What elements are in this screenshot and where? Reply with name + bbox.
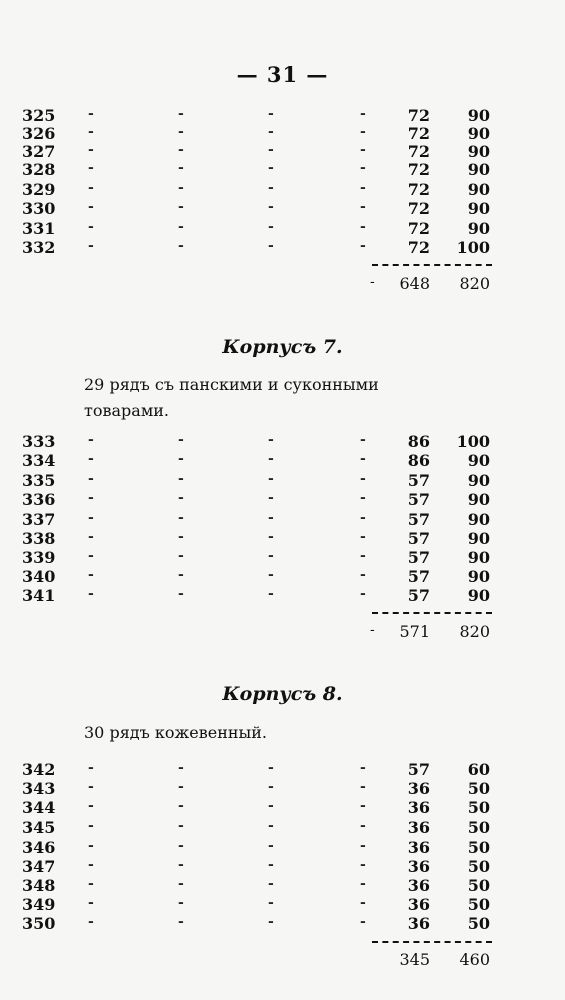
row-number: 325 xyxy=(22,106,56,125)
ditto-mark: - xyxy=(88,219,94,235)
value-b: 90 xyxy=(467,586,490,605)
ditto-mark: - xyxy=(268,586,274,602)
value-b: 90 xyxy=(467,142,490,161)
row-number: 332 xyxy=(22,238,56,257)
value-b: 90 xyxy=(467,567,490,586)
row-number: 348 xyxy=(22,876,56,895)
row-number: 349 xyxy=(22,895,56,914)
value-b: 90 xyxy=(467,529,490,548)
ditto-mark: - xyxy=(178,219,184,235)
value-a: 36 xyxy=(407,914,430,933)
row-number: 346 xyxy=(22,838,56,857)
value-a: 36 xyxy=(407,876,430,895)
value-a: 72 xyxy=(407,106,430,125)
value-b: 90 xyxy=(467,451,490,470)
ditto-mark: - xyxy=(360,548,366,564)
value-a: 36 xyxy=(407,838,430,857)
ditto-mark: - xyxy=(268,548,274,564)
ditto-mark: - xyxy=(360,160,366,176)
ditto-mark: - xyxy=(268,238,274,254)
value-a: 57 xyxy=(407,490,430,509)
value-b: 90 xyxy=(467,219,490,238)
ditto-mark: - xyxy=(268,760,274,776)
value-a: 57 xyxy=(407,567,430,586)
value-a: 86 xyxy=(407,451,430,470)
ditto-mark: - xyxy=(268,857,274,873)
ditto-mark: - xyxy=(88,895,94,911)
ditto-mark: - xyxy=(360,529,366,545)
ditto-mark: - xyxy=(268,818,274,834)
value-b: 90 xyxy=(467,548,490,567)
value-a: 57 xyxy=(407,548,430,567)
ditto-mark: - xyxy=(88,798,94,814)
ditto-mark: - xyxy=(178,529,184,545)
value-b: 90 xyxy=(467,471,490,490)
row-number: 342 xyxy=(22,760,56,779)
value-a: 72 xyxy=(407,124,430,143)
value-b: 90 xyxy=(467,124,490,143)
total-row xyxy=(0,622,565,644)
value-a: 72 xyxy=(407,238,430,257)
ditto-mark: - xyxy=(360,838,366,854)
ditto-mark: - xyxy=(360,586,366,602)
row-number: 334 xyxy=(22,451,56,470)
total-b: 820 xyxy=(459,274,490,293)
ditto-mark: - xyxy=(178,432,184,448)
ditto-mark: - xyxy=(360,567,366,583)
ditto-mark: - xyxy=(360,199,366,215)
ditto-mark: - xyxy=(88,876,94,892)
row-number: 339 xyxy=(22,548,56,567)
ditto-mark: - xyxy=(360,818,366,834)
table-row xyxy=(0,490,565,512)
ditto-mark: - xyxy=(360,142,366,158)
ditto-mark: - xyxy=(360,857,366,873)
ditto-mark: - xyxy=(178,124,184,140)
value-a: 57 xyxy=(407,586,430,605)
ditto-mark: - xyxy=(88,432,94,448)
row-number: 343 xyxy=(22,779,56,798)
section-title: 29 рядъ съ панскими и суконными товарами. xyxy=(84,375,379,420)
value-a: 57 xyxy=(407,510,430,529)
ditto-mark: - xyxy=(370,274,375,290)
value-b: 50 xyxy=(467,914,490,933)
value-a: 86 xyxy=(407,432,430,451)
row-number: 338 xyxy=(22,529,56,548)
ditto-mark: - xyxy=(360,760,366,776)
ditto-mark: - xyxy=(268,432,274,448)
ditto-mark: - xyxy=(178,779,184,795)
table-row xyxy=(0,818,565,840)
section-title: 30 рядъ кожевенный. xyxy=(84,723,268,742)
ditto-mark: - xyxy=(268,106,274,122)
total-row xyxy=(0,274,565,296)
ditto-mark: - xyxy=(360,432,366,448)
ditto-mark: - xyxy=(88,586,94,602)
value-b: 60 xyxy=(467,760,490,779)
ditto-mark: - xyxy=(88,510,94,526)
total-a: 345 xyxy=(399,950,430,969)
ditto-mark: - xyxy=(268,451,274,467)
ditto-mark: - xyxy=(178,238,184,254)
ditto-mark: - xyxy=(88,142,94,158)
value-a: 72 xyxy=(407,219,430,238)
ditto-mark: - xyxy=(88,199,94,215)
ditto-mark: - xyxy=(178,895,184,911)
ditto-mark: - xyxy=(360,490,366,506)
row-number: 335 xyxy=(22,471,56,490)
section-heading: Корпусъ 8. xyxy=(222,683,343,705)
ditto-mark: - xyxy=(268,471,274,487)
table-row xyxy=(0,199,565,221)
value-b: 50 xyxy=(467,779,490,798)
ditto-mark: - xyxy=(178,818,184,834)
value-a: 36 xyxy=(407,857,430,876)
row-number: 331 xyxy=(22,219,56,238)
row-number: 344 xyxy=(22,798,56,817)
ditto-mark: - xyxy=(268,779,274,795)
ditto-mark: - xyxy=(178,490,184,506)
value-a: 36 xyxy=(407,779,430,798)
ditto-mark: - xyxy=(88,471,94,487)
ditto-mark: - xyxy=(360,219,366,235)
section-heading: Корпусъ 7. xyxy=(222,336,343,358)
row-number: 330 xyxy=(22,199,56,218)
value-a: 36 xyxy=(407,895,430,914)
value-a: 57 xyxy=(407,471,430,490)
ditto-mark: - xyxy=(268,914,274,930)
ditto-mark: - xyxy=(88,818,94,834)
value-b: 90 xyxy=(467,490,490,509)
value-a: 72 xyxy=(407,199,430,218)
value-b: 100 xyxy=(456,238,490,257)
row-number: 341 xyxy=(22,586,56,605)
ditto-mark: - xyxy=(178,548,184,564)
value-a: 57 xyxy=(407,760,430,779)
value-a: 36 xyxy=(407,818,430,837)
ditto-mark: - xyxy=(360,106,366,122)
row-number: 326 xyxy=(22,124,56,143)
table-row xyxy=(0,586,565,608)
ditto-mark: - xyxy=(268,876,274,892)
ditto-mark: - xyxy=(268,199,274,215)
total-b: 820 xyxy=(459,622,490,641)
ditto-mark: - xyxy=(268,895,274,911)
value-b: 50 xyxy=(467,857,490,876)
ditto-mark: - xyxy=(178,106,184,122)
value-b: 90 xyxy=(467,180,490,199)
ditto-mark: - xyxy=(178,798,184,814)
ditto-mark: - xyxy=(88,490,94,506)
value-b: 50 xyxy=(467,798,490,817)
ditto-mark: - xyxy=(360,914,366,930)
ditto-mark: - xyxy=(268,490,274,506)
ditto-mark: - xyxy=(88,548,94,564)
ditto-mark: - xyxy=(178,760,184,776)
ditto-mark: - xyxy=(268,567,274,583)
value-a: 57 xyxy=(407,529,430,548)
ditto-mark: - xyxy=(178,567,184,583)
value-b: 100 xyxy=(456,432,490,451)
value-b: 50 xyxy=(467,895,490,914)
ditto-mark: - xyxy=(360,471,366,487)
ditto-mark: - xyxy=(360,510,366,526)
row-number: 328 xyxy=(22,160,56,179)
ditto-mark: - xyxy=(268,124,274,140)
value-b: 90 xyxy=(467,510,490,529)
ditto-mark: - xyxy=(268,510,274,526)
ditto-mark: - xyxy=(88,238,94,254)
table-row xyxy=(0,160,565,182)
table-row xyxy=(0,798,565,820)
ditto-mark: - xyxy=(178,838,184,854)
table-row xyxy=(0,451,565,473)
ditto-mark: - xyxy=(178,471,184,487)
ditto-mark: - xyxy=(360,238,366,254)
table-row xyxy=(0,238,565,260)
ditto-mark: - xyxy=(360,124,366,140)
ditto-mark: - xyxy=(88,124,94,140)
total-a: 571 xyxy=(399,622,430,641)
row-number: 329 xyxy=(22,180,56,199)
ditto-mark: - xyxy=(268,838,274,854)
ditto-mark: - xyxy=(178,199,184,215)
ditto-mark: - xyxy=(88,160,94,176)
ditto-mark: - xyxy=(360,895,366,911)
ditto-mark: - xyxy=(268,529,274,545)
ditto-mark: - xyxy=(178,180,184,196)
value-a: 72 xyxy=(407,160,430,179)
ditto-mark: - xyxy=(178,876,184,892)
ditto-mark: - xyxy=(268,219,274,235)
ditto-mark: - xyxy=(88,760,94,776)
ditto-mark: - xyxy=(360,451,366,467)
ditto-mark: - xyxy=(178,914,184,930)
table-row xyxy=(0,914,565,936)
ditto-mark: - xyxy=(88,451,94,467)
value-a: 72 xyxy=(407,142,430,161)
ditto-mark: - xyxy=(360,180,366,196)
ditto-mark: - xyxy=(178,857,184,873)
page-number: — 31 — xyxy=(236,62,329,87)
row-number: 327 xyxy=(22,142,56,161)
ditto-mark: - xyxy=(88,914,94,930)
value-b: 90 xyxy=(467,199,490,218)
ditto-mark: - xyxy=(370,622,375,638)
ditto-mark: - xyxy=(178,160,184,176)
ditto-mark: - xyxy=(178,510,184,526)
value-b: 50 xyxy=(467,818,490,837)
row-number: 350 xyxy=(22,914,56,933)
total-a: 648 xyxy=(399,274,430,293)
ditto-mark: - xyxy=(360,779,366,795)
ditto-mark: - xyxy=(268,160,274,176)
ditto-mark: - xyxy=(268,142,274,158)
value-a: 36 xyxy=(407,798,430,817)
row-number: 347 xyxy=(22,857,56,876)
sum-rule xyxy=(372,612,492,614)
sum-rule xyxy=(372,941,492,943)
value-b: 50 xyxy=(467,876,490,895)
ditto-mark: - xyxy=(88,529,94,545)
ditto-mark: - xyxy=(88,567,94,583)
row-number: 333 xyxy=(22,432,56,451)
total-row xyxy=(0,950,565,972)
sum-rule xyxy=(372,264,492,266)
value-a: 72 xyxy=(407,180,430,199)
ditto-mark: - xyxy=(88,106,94,122)
ditto-mark: - xyxy=(178,142,184,158)
ditto-mark: - xyxy=(178,586,184,602)
ditto-mark: - xyxy=(268,180,274,196)
row-number: 337 xyxy=(22,510,56,529)
ditto-mark: - xyxy=(360,798,366,814)
ditto-mark: - xyxy=(88,838,94,854)
row-number: 345 xyxy=(22,818,56,837)
ditto-mark: - xyxy=(178,451,184,467)
ditto-mark: - xyxy=(88,857,94,873)
value-b: 50 xyxy=(467,838,490,857)
ditto-mark: - xyxy=(88,779,94,795)
value-b: 90 xyxy=(467,160,490,179)
total-b: 460 xyxy=(459,950,490,969)
row-number: 336 xyxy=(22,490,56,509)
value-b: 90 xyxy=(467,106,490,125)
ditto-mark: - xyxy=(360,876,366,892)
ditto-mark: - xyxy=(268,798,274,814)
row-number: 340 xyxy=(22,567,56,586)
ditto-mark: - xyxy=(88,180,94,196)
